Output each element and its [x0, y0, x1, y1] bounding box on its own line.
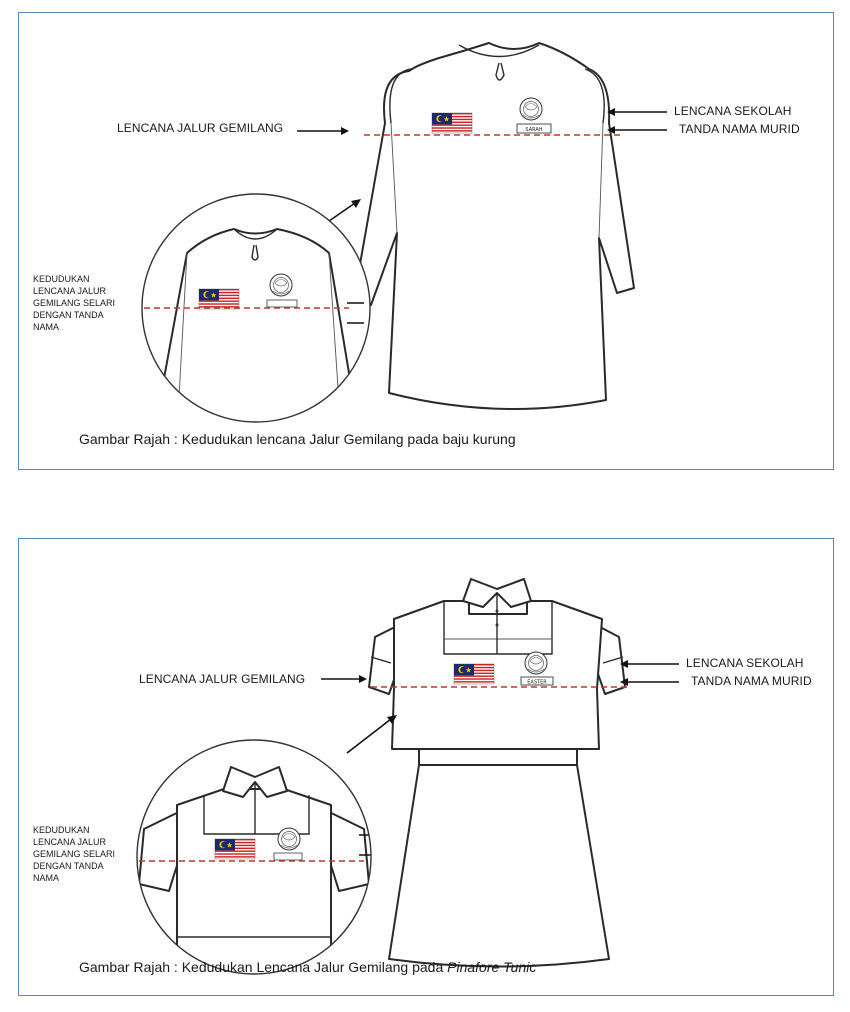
- pinafore-tunic-drawing: [369, 579, 625, 967]
- position-note-line: GEMILANG SELARI: [33, 849, 116, 859]
- school-badge-arrow: [620, 660, 679, 668]
- name-tag-text: SARAH: [525, 127, 543, 133]
- position-note: [33, 824, 153, 884]
- position-note-line: NAMA: [33, 873, 60, 883]
- school-badge-icon: [520, 98, 542, 120]
- baju-kurung-illustration: [19, 13, 835, 471]
- malaysia-flag-icon: [454, 664, 494, 684]
- pinafore-illustration: [19, 539, 835, 997]
- malaysia-flag-icon: [432, 113, 472, 133]
- figure-caption: [79, 431, 516, 447]
- position-note-line: KEDUDUKAN: [33, 825, 90, 835]
- pinafore-tunic-panel: [18, 538, 834, 996]
- caption-italic: Pinafore Tunic: [447, 959, 537, 975]
- flag-label-arrow: [297, 127, 349, 135]
- position-note-line: DENGAN TANDA: [33, 310, 104, 320]
- caption-text: Gambar Rajah : Kedudukan lencana Jalur Gemilang pada baju kurung: [79, 431, 516, 447]
- school-badge-icon: [525, 652, 547, 674]
- flag-label-arrow: [321, 675, 367, 683]
- name-tag-arrow: [620, 678, 679, 686]
- position-note-line: NAMA: [33, 322, 60, 332]
- zoom-arrow: [347, 715, 397, 753]
- zoom-circle: [137, 740, 374, 989]
- name-tag-arrow: [607, 126, 667, 134]
- figure-caption: [79, 959, 536, 975]
- flag-badge-label: LENCANA JALUR GEMILANG: [139, 672, 306, 686]
- caption-text: Gambar Rajah : Kedudukan Lencana Jalur Gemilang pada: [79, 959, 448, 975]
- position-note-line: LENCANA JALUR: [33, 837, 107, 847]
- position-note-line: GEMILANG SELARI: [33, 298, 116, 308]
- position-note-line: KEDUDUKAN: [33, 274, 90, 284]
- school-badge-arrow: [607, 108, 667, 116]
- name-tag-text: EASTER: [527, 679, 547, 686]
- position-note-line: DENGAN TANDA: [33, 861, 104, 871]
- flag-badge-label: LENCANA JALUR GEMILANG: [117, 121, 284, 135]
- name-tag-label: TANDA NAMA MURID: [679, 122, 800, 136]
- name-tag-label: TANDA NAMA MURID: [691, 674, 812, 688]
- baju-kurung-drawing: [354, 43, 634, 409]
- position-note: [33, 273, 153, 333]
- baju-kurung-panel: [18, 12, 834, 470]
- zoom-circle: [142, 194, 370, 433]
- school-badge-label: LENCANA SEKOLAH: [686, 656, 804, 670]
- position-note-line: LENCANA JALUR: [33, 286, 107, 296]
- school-badge-label: LENCANA SEKOLAH: [674, 104, 792, 118]
